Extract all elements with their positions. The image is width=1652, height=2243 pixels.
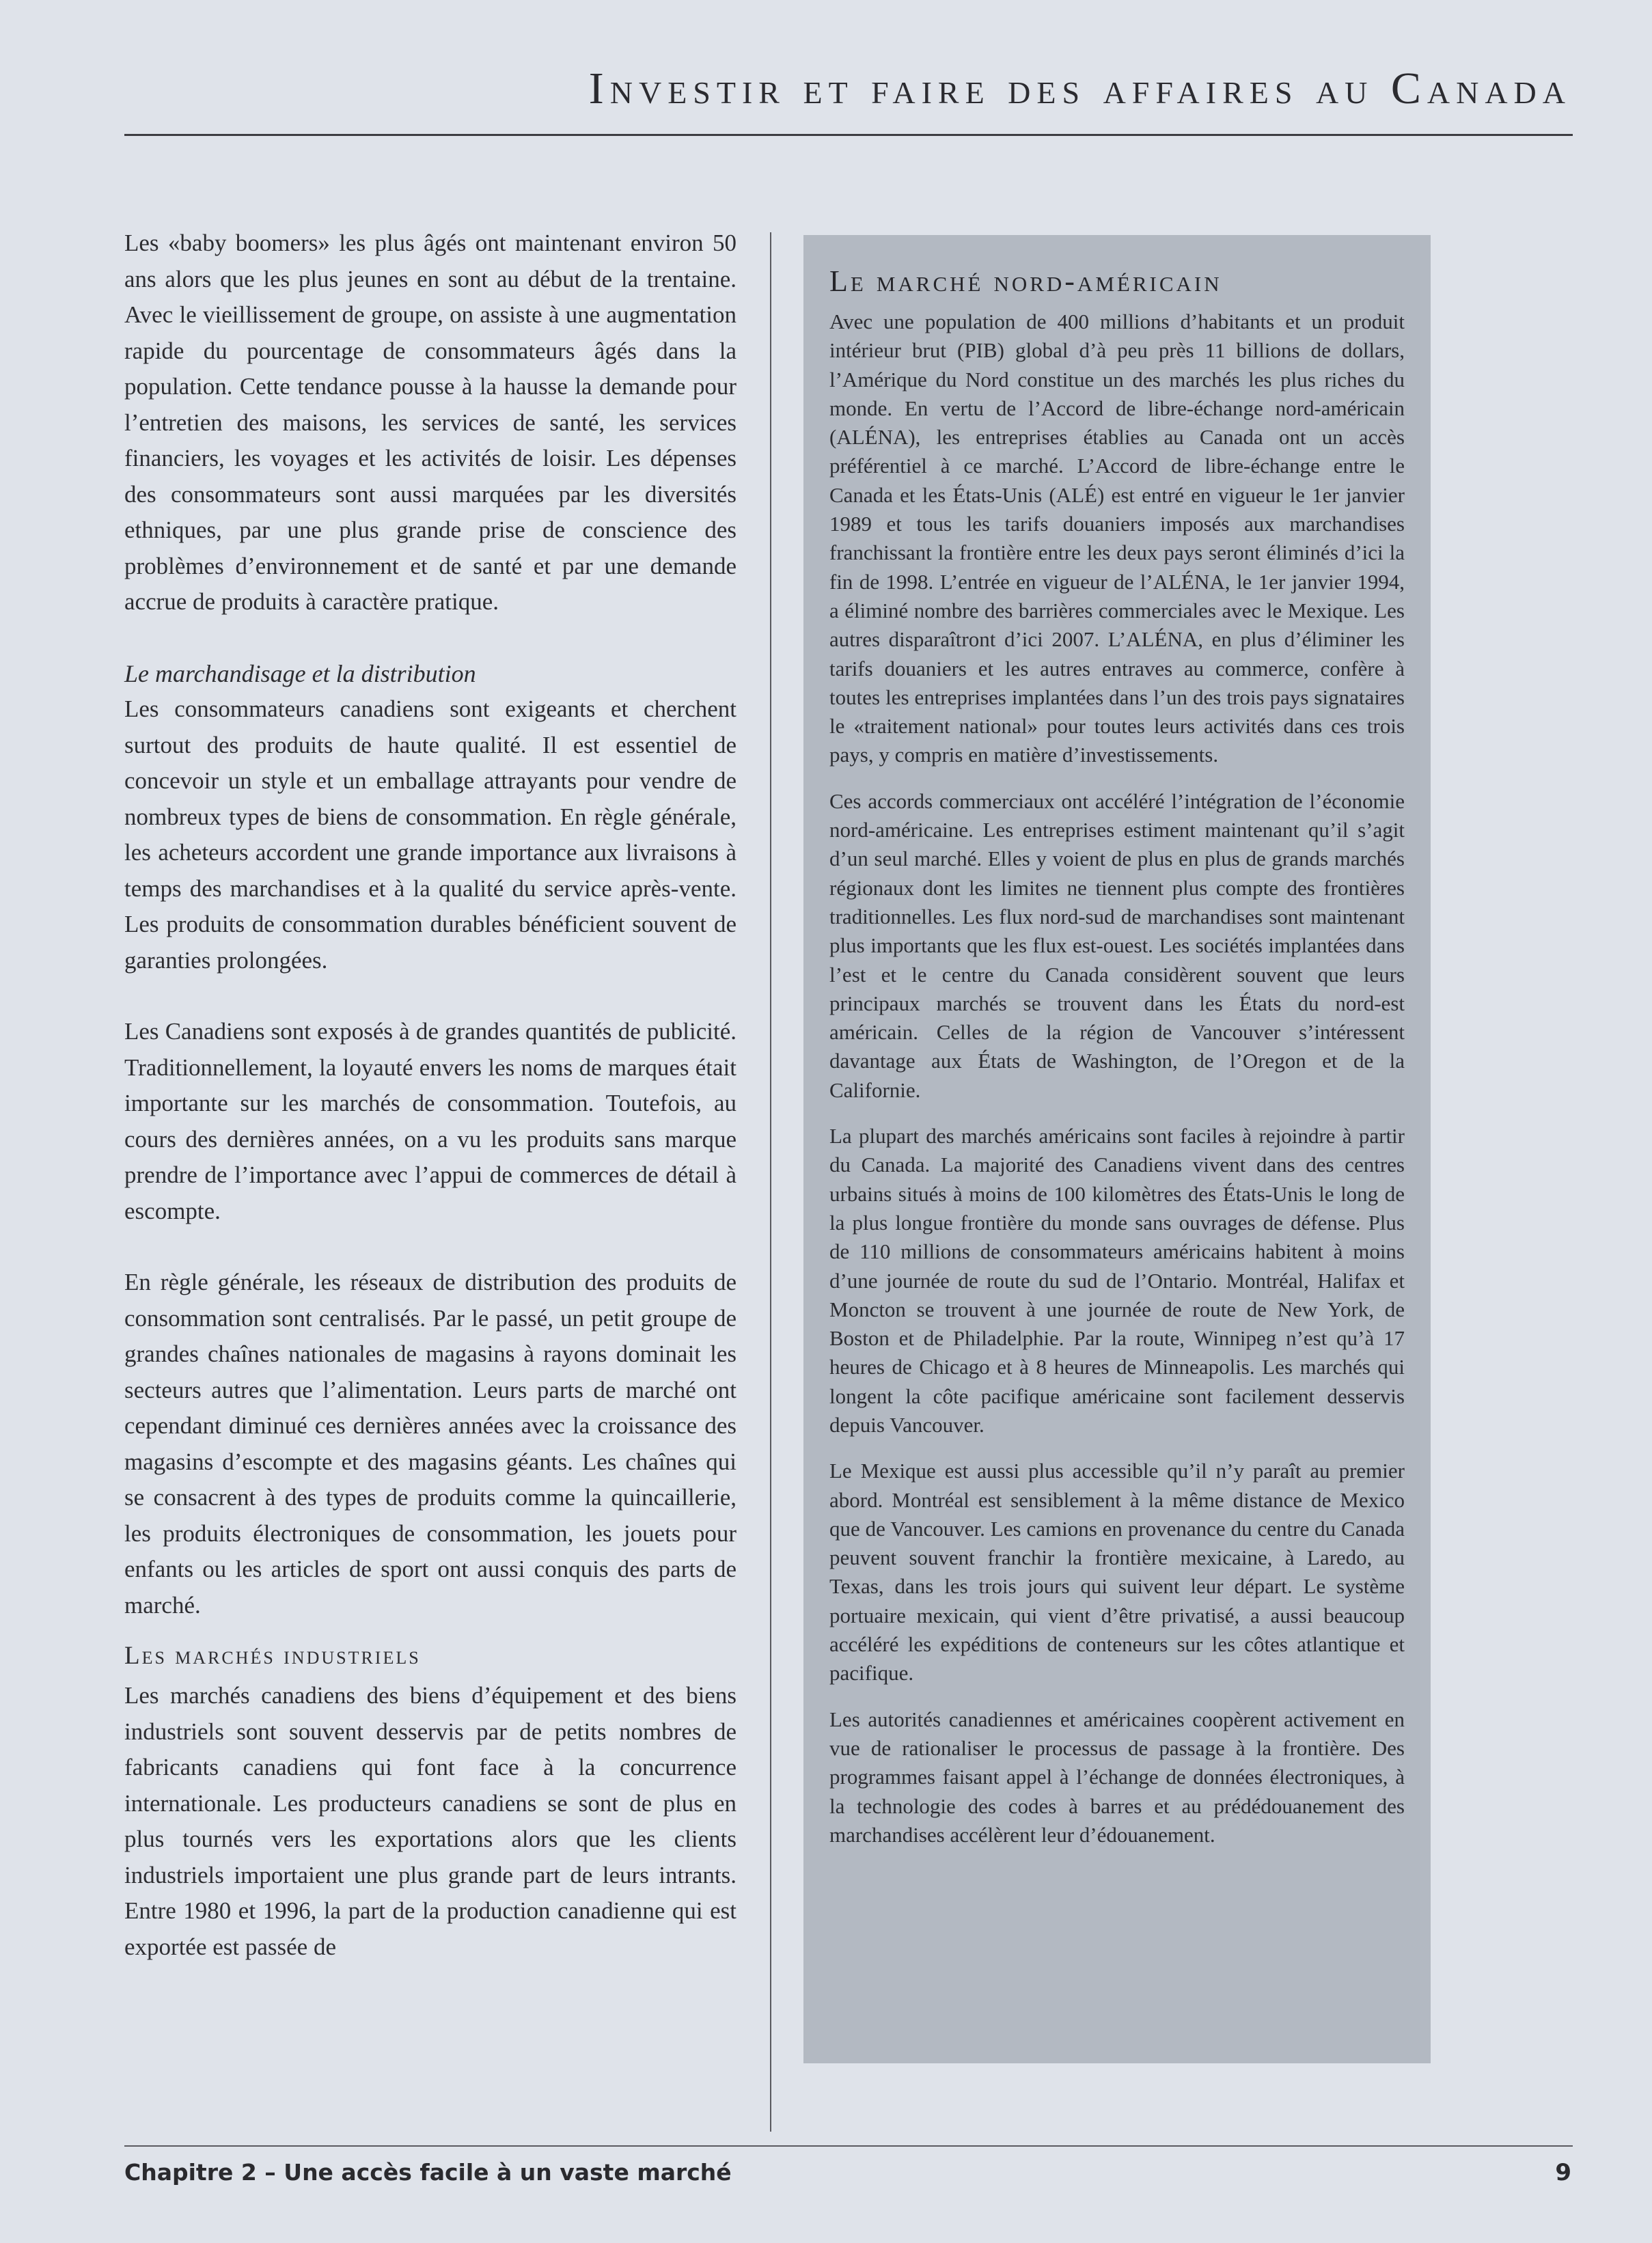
paragraph-industrial: Les marchés canadiens des biens d’équipement et des biens industriels sont souvent desservis par de petits nombres de fabricants canadiens qui font face à la concurrence internationale. Les producteurs canadiens se sont de plus en plus tournés vers les exportations alors que les clients industriels importaient une plus grande part de leurs intrants. Entre 1980 et 1996, la part de la production canadienne qui est exportée est passée de bbox=[124, 1682, 736, 1960]
sidebar-paragraph-integration: Ces accords commerciaux ont accéléré l’intégration de l’économie nord-américaine. Les entreprises estiment maintenant qu’il s’agit d’un seul marché. Elles y voient de plus en plus de grands marchés régionaux dont les limites ne tiennent plus compte des frontières traditionnelles. Les flux nord-sud de marchandises sont maintenant plus importants que les flux est-ouest. Les sociétés implantées dans l’est et le centre du Canada considèrent souvent que leurs principaux marchés se trouvent dans les États du nord-est américain. Celles de la région de Vancouver s’intéressent davantage aux États de Washington, de l’Oregon et de la Californie. bbox=[829, 788, 1405, 1102]
footer-divider bbox=[124, 2145, 1573, 2147]
sidebar-paragraph-us-markets: La plupart des marchés américains sont faciles à rejoindre à partir du Canada. La majorité des Canadiens vivent dans des centres urbains situés à moins de 100 kilomètres des États-Unis le long de la plus longue frontière du monde sans ouvrages de défense. Plus de 110 millions de consommateurs américains habitent à moins d’une journée de route du sud de l’Ontario. Montréal, Halifax et Moncton se trouvent à une journée de route de New York, de Boston et de Philadelphie. Par la route, Winnipeg n’est qu’à 17 heures de Chicago et à 8 heures de Minneapolis. Les marchés qui longent la côte pacifique américaine sont facilement desservis depuis Vancouver. bbox=[829, 1124, 1405, 1437]
sidebar-paragraph-border: Les autorités canadiennes et américaines coopèrent activement en vue de rationaliser le processus de passage à la frontière. Des programmes faisant appel à l’échange de données électroniques, à la technologie des codes à barres et au prédédouanement des marchandises accélèrent leur d’édouanement. bbox=[829, 1707, 1405, 1847]
page-number: 9 bbox=[1555, 2159, 1571, 2186]
paragraph-distribution: En règle générale, les réseaux de distribution des produits de consommation sont centralisés. Par le passé, un petit groupe de grandes chaînes nationales de magasins à rayons dominait les secteurs autres que l’alimentation. Leurs parts de marché ont cependant diminué ces dernières années avec la croissance des magasins d’escompte et des magasins géants. Les chaînes qui se consacrent à des types de produits comme la quincaillerie, les produits électroniques de consommation, les jouets pour enfants ou les articles de sport ont aussi conquis des parts de marché. bbox=[124, 1269, 736, 1619]
paragraph-baby-boomers: Les «baby boomers» les plus âgés ont maintenant environ 50 ans alors que les plus jeunes en sont au début de la trentaine. Avec le vieillissement de groupe, on assiste à une augmentation rapide du pourcentage de consommateurs âgés dans la population. Cette tendance pousse à la hausse la demande pour l’entretien des maisons, les services de santé, les services financiers, les voyages et les activités de loisir. Les dépenses des consommateurs sont aussi marquées par les diversités ethniques, par une plus grande prise de conscience des problèmes d’environnement et de santé et par une demande accrue de produits à caractère pratique. bbox=[124, 230, 736, 615]
footer-chapter-title: Chapitre 2 – Une accès facile à un vaste marché bbox=[124, 2159, 732, 2186]
subheading-industrial-markets: Les marchés industriels bbox=[124, 1642, 421, 1670]
paragraph-consumers: Les consommateurs canadiens sont exigeants et cherchent surtout des produits de haute qualité. Il est essentiel de concevoir un style et un emballage attrayants pour vendre de nombreux types de biens de consommation. En règle générale, les acheteurs accordent une grande importance aux livraisons à temps des marchandises et à la qualité du service après-vente. Les produits de consommation durables bénéficient souvent de garanties prolongées. bbox=[124, 696, 736, 974]
subheading-merchandising: Le marchandisage et la distribution bbox=[124, 659, 476, 687]
sidebar-north-american-market bbox=[803, 235, 1431, 2063]
header-divider bbox=[124, 134, 1573, 136]
sidebar-paragraph-mexico: Le Mexique est aussi plus accessible qu’il n’y paraît au premier abord. Montréal est sensiblement à la même distance de Mexico que de Vancouver. Les camions en provenance du centre du Canada peuvent souvent franchir la frontière mexicaine, à Laredo, au Texas, dans les trois jours qui suivent leur départ. Le système portuaire mexicain, qui vient d’être privatisé, a aussi beaucoup accéléré les expéditions de conteneurs sur les côtes atlantique et pacifique. bbox=[829, 1459, 1405, 1685]
sidebar-paragraph-population: Avec une population de 400 millions d’habitants et un produit intérieur brut (PIB) global d’à peu près 11 billions de dollars, l’Amérique du Nord constitue un des marchés les plus riches du monde. En vertu de l’Accord de libre-échange nord-américain (ALÉNA), les entreprises établies au Canada ont un accès préférentiel à ce marché. L’Accord de libre-échange entre le Canada et les États-Unis (ALÉ) est entré en vigueur le 1er janvier 1989 et tous les tarifs douaniers imposés aux marchandises franchissant la frontière entre les deux pays seront éliminés d’ici la fin de 1998. L’entrée en vigueur de l’ALÉNA, le 1er janvier 1994, a éliminé nombre des barrières commerciales avec le Mexique. Les autres disparaîtront d’ici 2007. L’ALÉNA, en plus d’éliminer les tarifs douaniers et les autres entraves au commerce, confère à toutes les entreprises implantées dans l’un des trois pays signataires le «traitement national» pour toutes leurs activités dans ces trois pays, y compris en matière d’investissements. bbox=[829, 309, 1405, 767]
sidebar-title: Le marché nord-américain bbox=[829, 264, 1222, 298]
column-divider bbox=[770, 232, 771, 2132]
left-column bbox=[124, 225, 736, 2000]
page-header-title: Investir et faire des affaires au Canada bbox=[588, 64, 1571, 113]
paragraph-advertising: Les Canadiens sont exposés à de grandes quantités de publicité. Traditionnellement, la loyauté envers les noms de marques était importante sur les marchés de consommation. Toutefois, au cours des dernières années, on a vu les produits sans marque prendre de l’importance avec l’appui de commerces de détail à escompte. bbox=[124, 1018, 736, 1224]
